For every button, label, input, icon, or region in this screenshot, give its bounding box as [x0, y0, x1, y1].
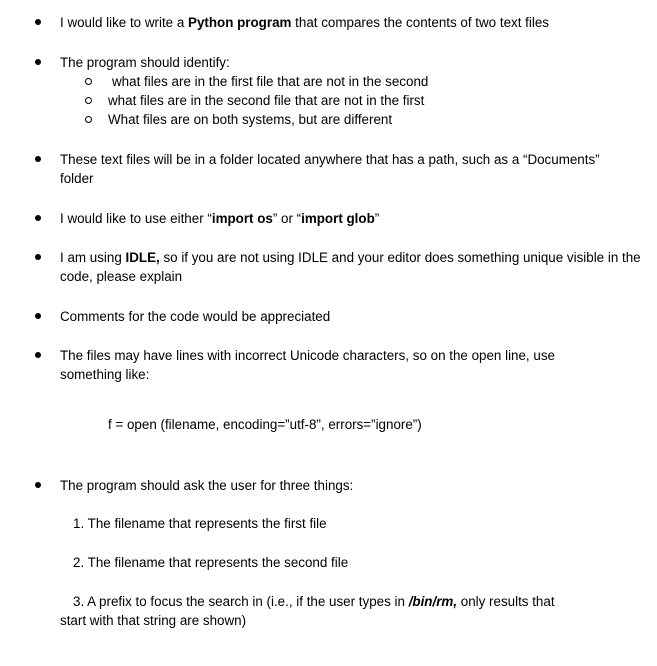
bold-text: import glob: [301, 211, 375, 226]
bullet-dot: [35, 313, 41, 319]
numbered-item-3: [73, 592, 555, 611]
bullet-python-program: [60, 13, 549, 32]
bold-italic-text: /bin/rm,: [408, 594, 458, 609]
text: 3. A prefix to focus the search in (i.e., if the user types in: [73, 594, 409, 609]
code-example: f = open (filename, encoding=”utf-8”, errors=”ignore”): [108, 417, 422, 432]
text: I would like to write a: [60, 15, 189, 30]
sub-bullet-circle: [85, 116, 92, 123]
text: I would like to use either “: [60, 211, 212, 226]
numbered-item-1: 1. The filename that represents the first file: [73, 516, 327, 531]
text: only results that: [457, 594, 555, 609]
bullet-dot: [35, 215, 41, 221]
text: so if you are not using IDLE and your editor does something unique visible in the: [159, 250, 641, 265]
text: I am using: [60, 250, 126, 265]
bullet-dot: [35, 19, 41, 25]
bullet-idle-line2: code, please explain: [60, 269, 183, 284]
bold-text: import os: [211, 211, 273, 226]
bullet-unicode-line2: something like:: [60, 367, 150, 382]
bullet-dot: [35, 254, 41, 260]
text: ” or “: [272, 211, 302, 226]
text: ”: [374, 211, 380, 226]
sub-bullet-circle: [85, 97, 92, 104]
bullet-idle-line1: [60, 248, 641, 267]
bullet-dot: [35, 352, 41, 358]
bullet-folder-line1: These text files will be in a folder located anywhere that has a path, such as a “Documents”: [60, 152, 600, 167]
bullet-unicode-line1: The files may have lines with incorrect Unicode characters, so on the open line, use: [60, 348, 555, 363]
bullet-ask-user: The program should ask the user for three things:: [60, 478, 354, 493]
bold-text: Python program: [188, 15, 292, 30]
bullet-import: [60, 209, 379, 228]
bold-text: IDLE,: [125, 250, 160, 265]
sub-item-first-not-second: what files are in the first file that are not in the second: [112, 74, 429, 89]
text: that compares the contents of two text files: [291, 15, 549, 30]
bullet-folder-line2: folder: [60, 171, 94, 186]
bullet-identify: The program should identify:: [60, 55, 230, 70]
sub-item-both-different: What files are on both systems, but are different: [108, 112, 393, 127]
sub-bullet-circle: [85, 78, 92, 85]
numbered-item-3-line2: start with that string are shown): [60, 613, 247, 628]
bullet-comments: Comments for the code would be appreciated: [60, 309, 331, 324]
bullet-dot: [35, 482, 41, 488]
bullet-dot: [35, 156, 41, 162]
sub-item-second-not-first: what files are in the second file that are not in the first: [108, 93, 425, 108]
bullet-dot: [35, 59, 41, 65]
numbered-item-2: 2. The filename that represents the second file: [73, 555, 349, 570]
